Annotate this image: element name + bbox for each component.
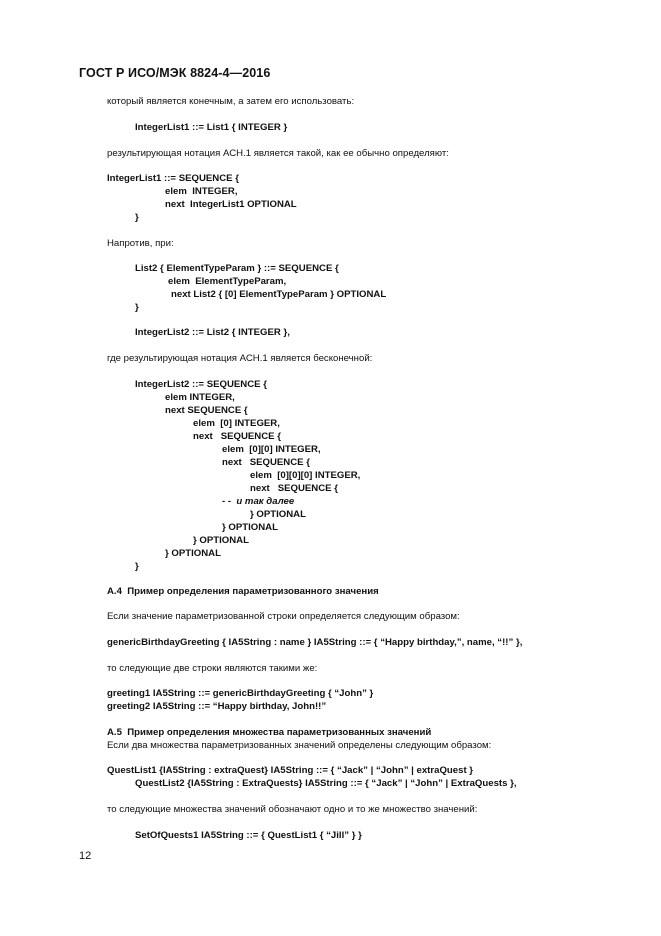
- text-line: который является конечным, а затем его использовать:: [107, 96, 355, 107]
- text-line: SetOfQuests1 IA5String ::= { QuestList1 { “Jill” } }: [135, 830, 362, 841]
- text-line: Напротив, при:: [107, 238, 174, 249]
- text-line: A.5 Пример определения множества параметризованных значений: [107, 727, 432, 738]
- text-line: elem INTEGER,: [165, 392, 235, 403]
- text-line: где результирующая нотация АСН.1 является бесконечной:: [107, 353, 373, 364]
- text-line: } OPTIONAL: [250, 509, 306, 520]
- text-line: next List2 { [0] ElementTypeParam } OPTIONAL: [171, 289, 387, 300]
- text-line: next IntegerList1 OPTIONAL: [165, 199, 297, 210]
- text-line: next SEQUENCE {: [165, 405, 248, 416]
- text-line: Если значение параметризованной строки определяется следующим образом:: [107, 611, 460, 622]
- text-line: } OPTIONAL: [165, 548, 221, 559]
- text-line: elem [0] INTEGER,: [193, 418, 280, 429]
- text-line: IntegerList1 ::= SEQUENCE {: [107, 173, 239, 184]
- text-line: IntegerList2 ::= List2 { INTEGER },: [135, 327, 290, 338]
- text-line: next SEQUENCE {: [193, 431, 281, 442]
- text-line: elem [0][0] INTEGER,: [222, 444, 321, 455]
- text-line: A.4 Пример определения параметризованного значения: [107, 586, 379, 597]
- text-line: - - и так далее: [222, 496, 295, 507]
- text-line: } OPTIONAL: [193, 535, 249, 546]
- text-line: } OPTIONAL: [222, 522, 278, 533]
- text-line: next SEQUENCE {: [250, 483, 338, 494]
- text-line: elem ElementTypeParam,: [168, 276, 287, 287]
- text-line: Если два множества параметризованных значений определены следующим образом:: [107, 740, 492, 751]
- text-line: QuestList2 {IA5String : ExtraQuests} IA5String ::= { “Jack” | “John” | ExtraQuests },: [135, 778, 517, 789]
- text-line: результирующая нотация АСН.1 является такой, как ее обычно определяют:: [107, 148, 449, 159]
- text-line: next SEQUENCE {: [222, 457, 310, 468]
- text-line: QuestList1 {IA5String : extraQuest} IA5String ::= { “Jack” | “John” | extraQuest }: [107, 765, 474, 776]
- text-line: }: [135, 561, 139, 572]
- document-header: ГОСТ Р ИСО/МЭК 8824-4—2016: [79, 66, 271, 80]
- text-line: List2 { ElementTypeParam } ::= SEQUENCE {: [135, 263, 339, 274]
- text-line: elem [0][0][0] INTEGER,: [250, 470, 361, 481]
- text-line: то следующие множества значений обозначают одно и то же множество значений:: [107, 804, 478, 815]
- text-line: elem INTEGER,: [165, 186, 238, 197]
- text-line: }: [135, 302, 139, 313]
- text-line: greeting1 IA5String ::= genericBirthdayGreeting { “John” }: [107, 688, 374, 699]
- text-line: IntegerList2 ::= SEQUENCE {: [135, 379, 267, 390]
- text-line: }: [135, 212, 139, 223]
- text-line: то следующие две строки являются такими же:: [107, 663, 318, 674]
- text-line: genericBirthdayGreeting { IA5String : name } IA5String ::= { “Happy birthday,”, name, “!!” },: [107, 637, 523, 648]
- page-number: 12: [79, 850, 92, 862]
- text-line: IntegerList1 ::= List1 { INTEGER }: [135, 122, 288, 133]
- text-line: greeting2 IA5String ::= “Happy birthday, John!!”: [107, 701, 327, 712]
